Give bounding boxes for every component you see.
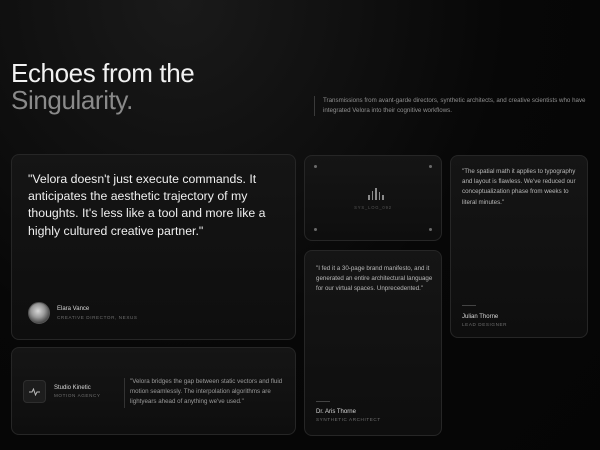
author-name: Elara Vance xyxy=(57,306,90,312)
author-name: Julian Thorne xyxy=(462,314,499,320)
corner-dot xyxy=(429,228,432,231)
testimonial-quote: "I fed it a 30-page brand manifesto, and it generated an entire architectural language for our virtual spaces. Unprecedented." xyxy=(316,265,433,293)
testimonial-quote: "Velora doesn't just execute commands. It anticipates the aesthetic trajectory of my thoughts. It's less like a tool and more like a highly cultured creative partner." xyxy=(28,172,266,238)
system-label: SYS_LOG_092 xyxy=(354,205,392,210)
author-name: Studio Kinetic xyxy=(54,385,91,391)
divider xyxy=(316,401,330,402)
author-name: Dr. Aris Thorne xyxy=(316,409,356,415)
divider xyxy=(124,378,125,408)
testimonial-quote: "Velora bridges the gap between static vectors and fluid motion seamlessly. The interpolation algorithms are lightyears ahead of anything we've used." xyxy=(130,378,283,406)
author-role: CREATIVE DIRECTOR, NEXUS xyxy=(57,315,138,320)
hero-title-line2: Singularity. xyxy=(11,85,133,115)
hero-intro: Transmissions from avant-garde directors, synthetic architects, and creative scientists who have integrated Velora into their cognitive workflows. xyxy=(314,96,590,116)
pulse-icon xyxy=(23,380,46,403)
testimonial-card-aris xyxy=(304,250,442,436)
testimonial-card-elara xyxy=(11,154,296,340)
avatar xyxy=(28,302,50,324)
hero-title xyxy=(11,60,194,114)
author-role: LEAD DESIGNER xyxy=(462,322,508,327)
testimonial-quote: "The spatial math it applies to typography and layout is flawless. We've reduced our conceptualization phase from weeks to literal minutes." xyxy=(462,168,576,206)
author-role: SYNTHETIC ARCHITECT xyxy=(316,417,381,422)
author-role: MOTION AGENCY xyxy=(54,393,101,398)
visual-card xyxy=(304,155,442,241)
corner-dot xyxy=(429,165,432,168)
equalizer-bars-icon xyxy=(368,188,384,200)
testimonial-card-julian xyxy=(450,155,588,338)
hero-title-line1: Echoes from the xyxy=(11,58,195,88)
corner-dot xyxy=(314,165,317,168)
corner-dot xyxy=(314,228,317,231)
divider xyxy=(462,305,476,306)
testimonial-card-kinetic xyxy=(11,347,296,435)
